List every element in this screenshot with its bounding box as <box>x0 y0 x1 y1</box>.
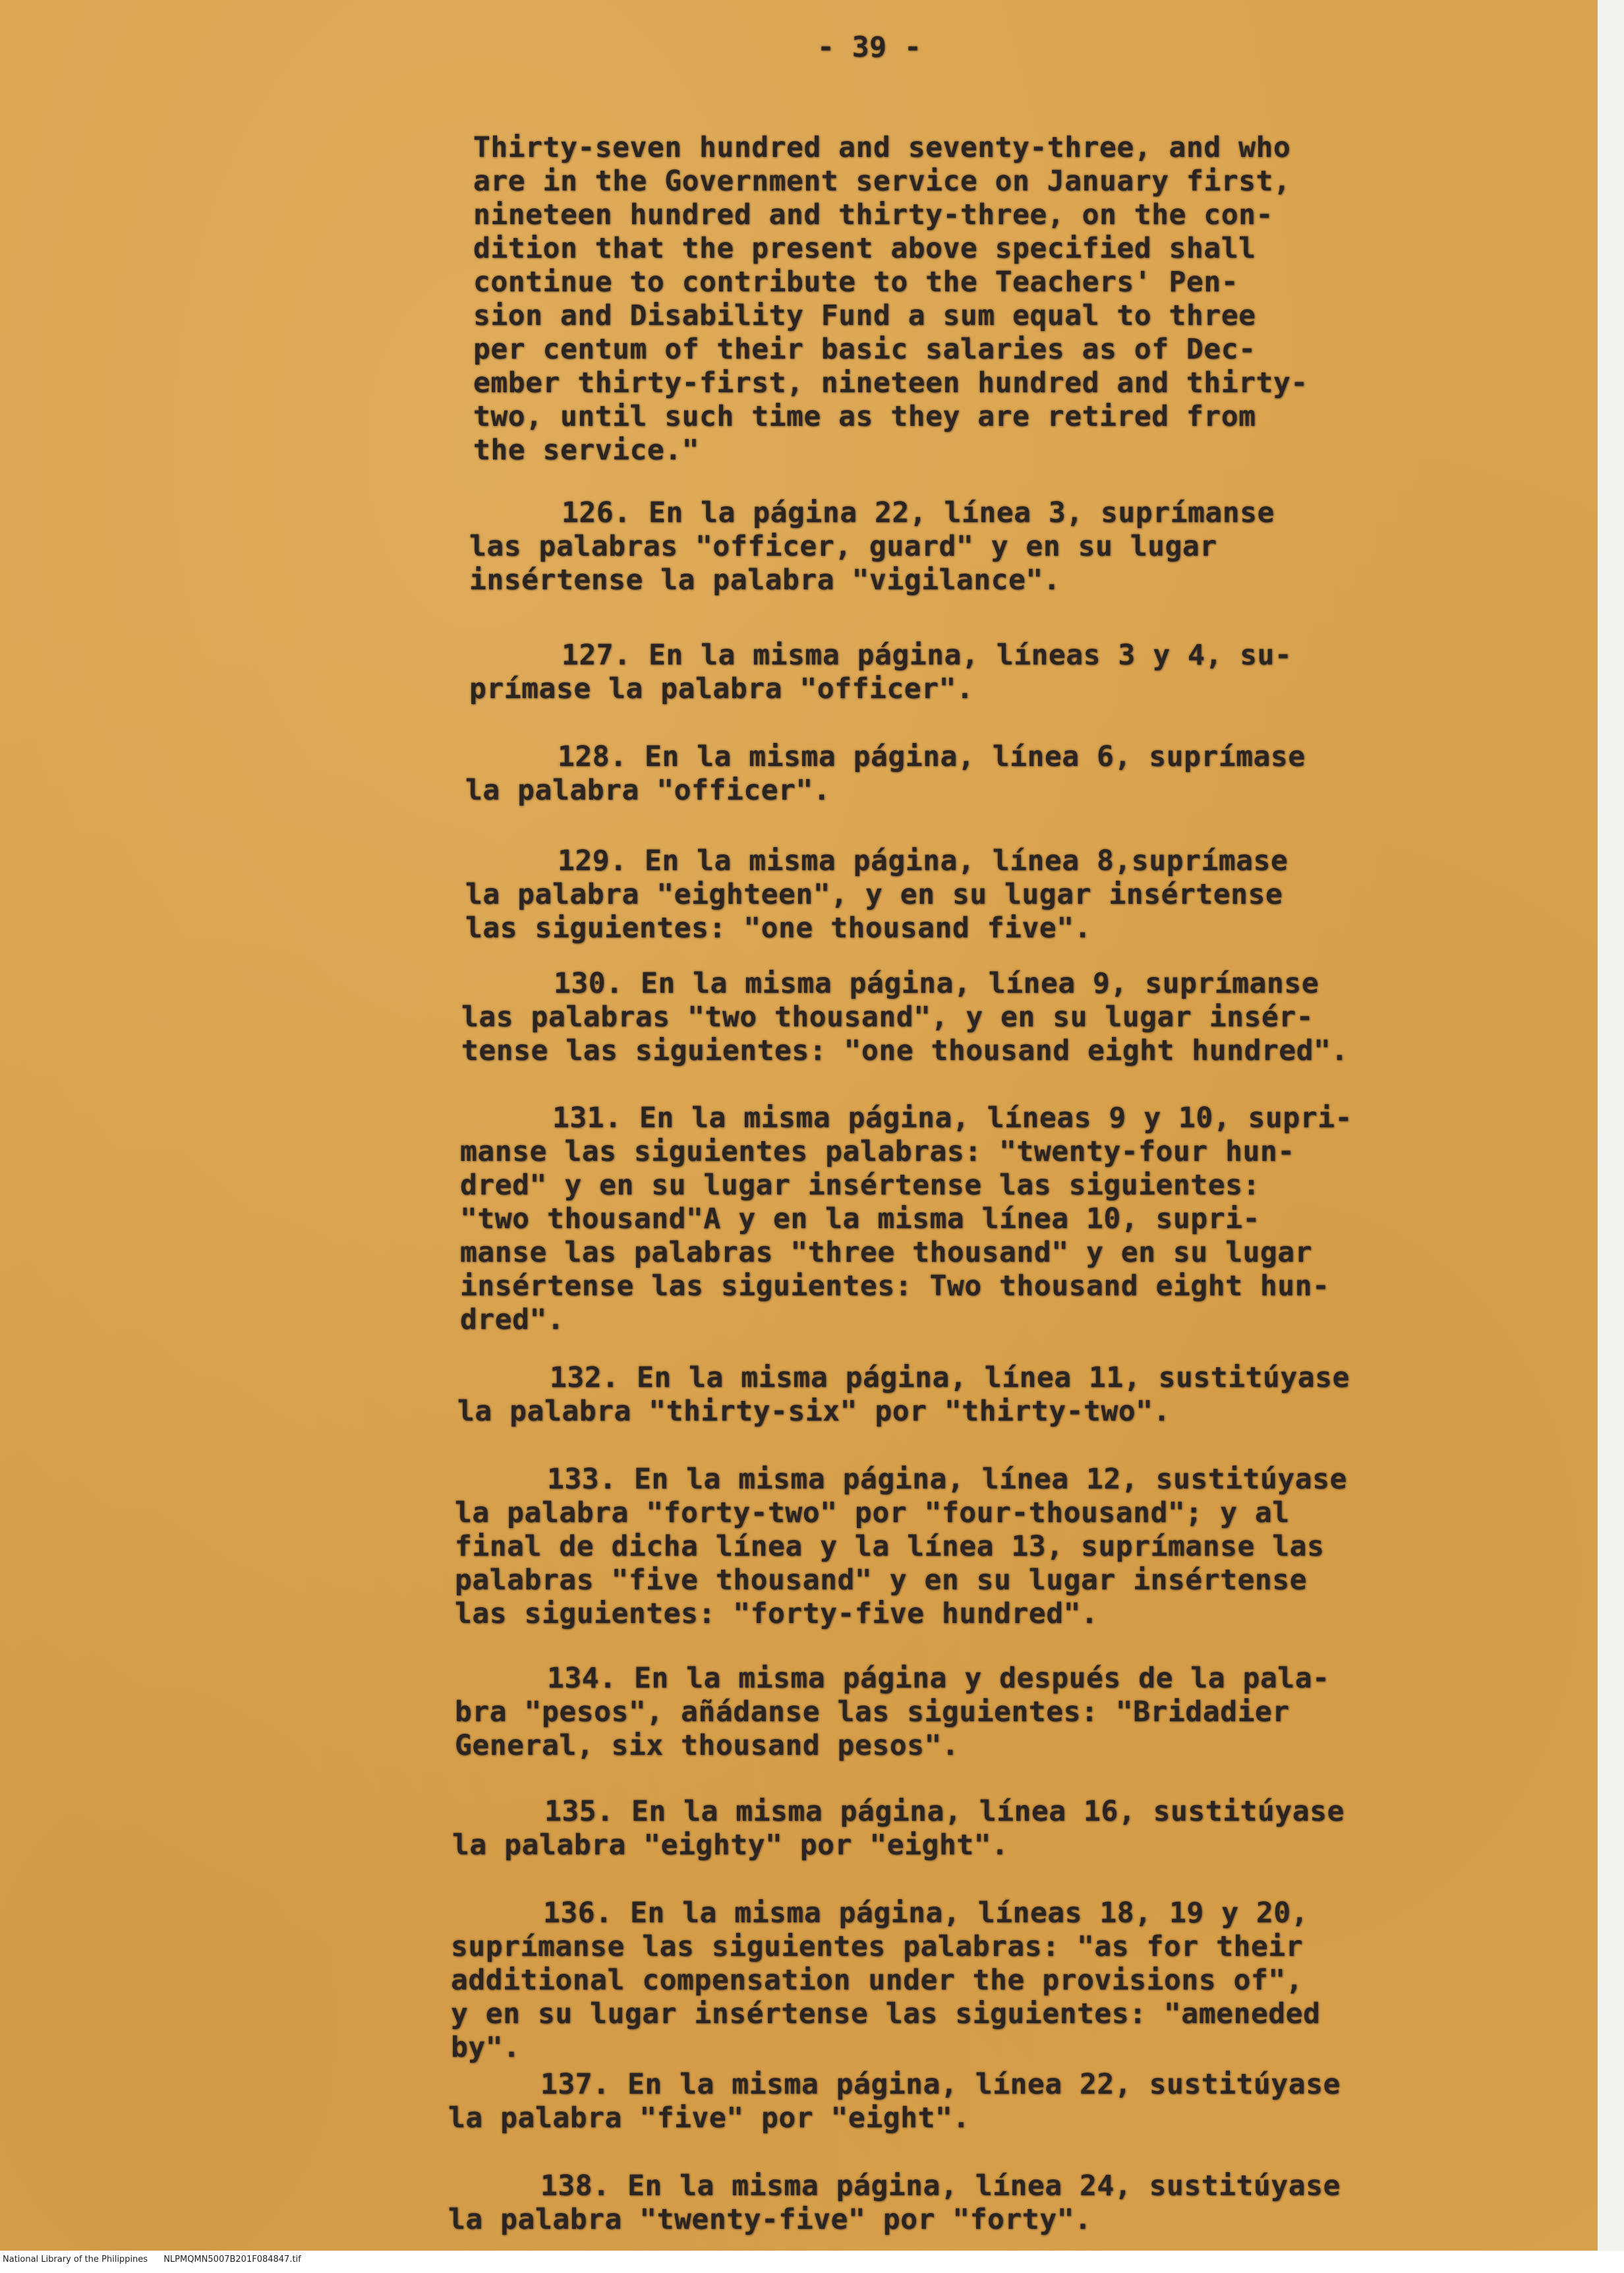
paragraph-first-line: 128. En la misma página, línea 6, suprímase <box>558 740 1306 773</box>
paragraph-line: dred". <box>460 1303 565 1336</box>
paragraph-line: las palabras "two thousand", y en su lugar insér- <box>461 1001 1314 1034</box>
intro-line: nineteen hundred and thirty-three, on the con- <box>473 198 1273 231</box>
paragraph-line: General, six thousand pesos". <box>455 1729 960 1762</box>
paragraph-line: suprímanse las siguientes palabras: "as for their <box>451 1930 1304 1963</box>
paragraph-line: la palabra "twenty-five" por "forty". <box>448 2203 1092 2236</box>
paragraph-line: final de dicha línea y la línea 13, suprímanse las <box>455 1530 1325 1563</box>
paragraph-line: manse las palabras "three thousand" y en su lugar <box>460 1236 1313 1269</box>
intro-line: continue to contribute to the Teachers' Pen- <box>473 266 1239 299</box>
paragraph-first-line: 134. En la misma página y después de la pala- <box>547 1662 1330 1695</box>
paragraph-line: la palabra "thirty-six" por "thirty-two". <box>457 1395 1171 1428</box>
paragraph-line: la palabra "officer". <box>465 774 831 807</box>
paragraph-first-line: 126. En la página 22, línea 3, suprímanse <box>562 496 1275 529</box>
paragraph-first-line: 130. En la misma página, línea 9, suprímanse <box>554 967 1320 1000</box>
paragraph-line: las siguientes: "one thousand five". <box>465 912 1091 945</box>
footer-library: National Library of the Philippines <box>3 2255 148 2264</box>
intro-line: are in the Government service on January first, <box>473 165 1291 198</box>
paragraph-line: la palabra "forty-two" por "four-thousand"; y al <box>455 1496 1290 1529</box>
paragraph-first-line: 127. En la misma página, líneas 3 y 4, su- <box>562 639 1292 672</box>
paragraph-first-line: 129. En la misma página, línea 8,suprímase <box>558 844 1289 877</box>
paragraph-line: las palabras "officer, guard" y en su lugar <box>469 530 1217 563</box>
paragraph-line: la palabra "five" por "eight". <box>448 2102 970 2135</box>
paragraph-line: insértense las siguientes: Two thousand eight hun- <box>460 1270 1330 1303</box>
paragraph-line: palabras "five thousand" y en su lugar insértense <box>455 1564 1308 1597</box>
page-number: - 39 - <box>817 31 922 64</box>
scan-edge <box>1598 0 1624 2251</box>
footer-file-id: NLPMQMN5007B201F084847.tif <box>163 2255 301 2264</box>
intro-line: sion and Disability Fund a sum equal to three <box>473 299 1256 332</box>
paragraph-line: tense las siguientes: "one thousand eight hundred". <box>461 1034 1348 1067</box>
paragraph-first-line: 133. En la misma página, línea 12, sustitúyase <box>547 1463 1347 1496</box>
paragraph-line: bra "pesos", añádanse las siguientes: "Bridadier <box>455 1696 1290 1728</box>
paragraph-first-line: 131. En la misma página, líneas 9 y 10, supri- <box>552 1102 1352 1135</box>
intro-line: the service." <box>473 434 700 467</box>
intro-line: ember thirty-first, nineteen hundred and thirty- <box>473 367 1308 399</box>
paragraph-line: la palabra "eighty" por "eight". <box>452 1829 1009 1862</box>
paragraph-first-line: 135. En la misma página, línea 16, sustitúyase <box>544 1795 1345 1828</box>
paragraph-line: insértense la palabra "vigilance". <box>469 564 1061 597</box>
paragraph-first-line: 132. En la misma página, línea 11, sustitúyase <box>550 1361 1350 1394</box>
scan-footer <box>0 2251 1624 2273</box>
footer-text <box>3 2255 314 2264</box>
paragraph-line: additional compensation under the provisions of", <box>451 1964 1304 1997</box>
paragraph-first-line: 136. En la misma página, líneas 18, 19 y 20, <box>543 1897 1309 1930</box>
paragraph-line: la palabra "eighteen", y en su lugar insértense <box>465 878 1283 911</box>
intro-line: two, until such time as they are retired from <box>473 400 1256 433</box>
paragraph-line: y en su lugar insértense las siguientes: "ameneded <box>451 1997 1321 2030</box>
paragraph-line: dred" y en su lugar insértense las siguientes: <box>460 1169 1260 1202</box>
paragraph-line: by". <box>451 2031 521 2064</box>
paragraph-first-line: 137. En la misma página, línea 22, sustitúyase <box>540 2068 1341 2101</box>
paragraph-line: manse las siguientes palabras: "twenty-four hun- <box>460 1135 1295 1168</box>
intro-line: dition that the present above specified shall <box>473 232 1256 265</box>
intro-line: per centum of their basic salaries as of Dec- <box>473 333 1256 366</box>
paragraph-line: "two thousand"A y en la misma línea 10, supri- <box>460 1202 1260 1235</box>
intro-line: Thirty-seven hundred and seventy-three, and who <box>473 131 1291 164</box>
paragraph-line: las siguientes: "forty-five hundred". <box>455 1597 1099 1630</box>
paragraph-line: prímase la palabra "officer". <box>469 672 974 705</box>
paragraph-first-line: 138. En la misma página, línea 24, sustitúyase <box>540 2170 1341 2202</box>
